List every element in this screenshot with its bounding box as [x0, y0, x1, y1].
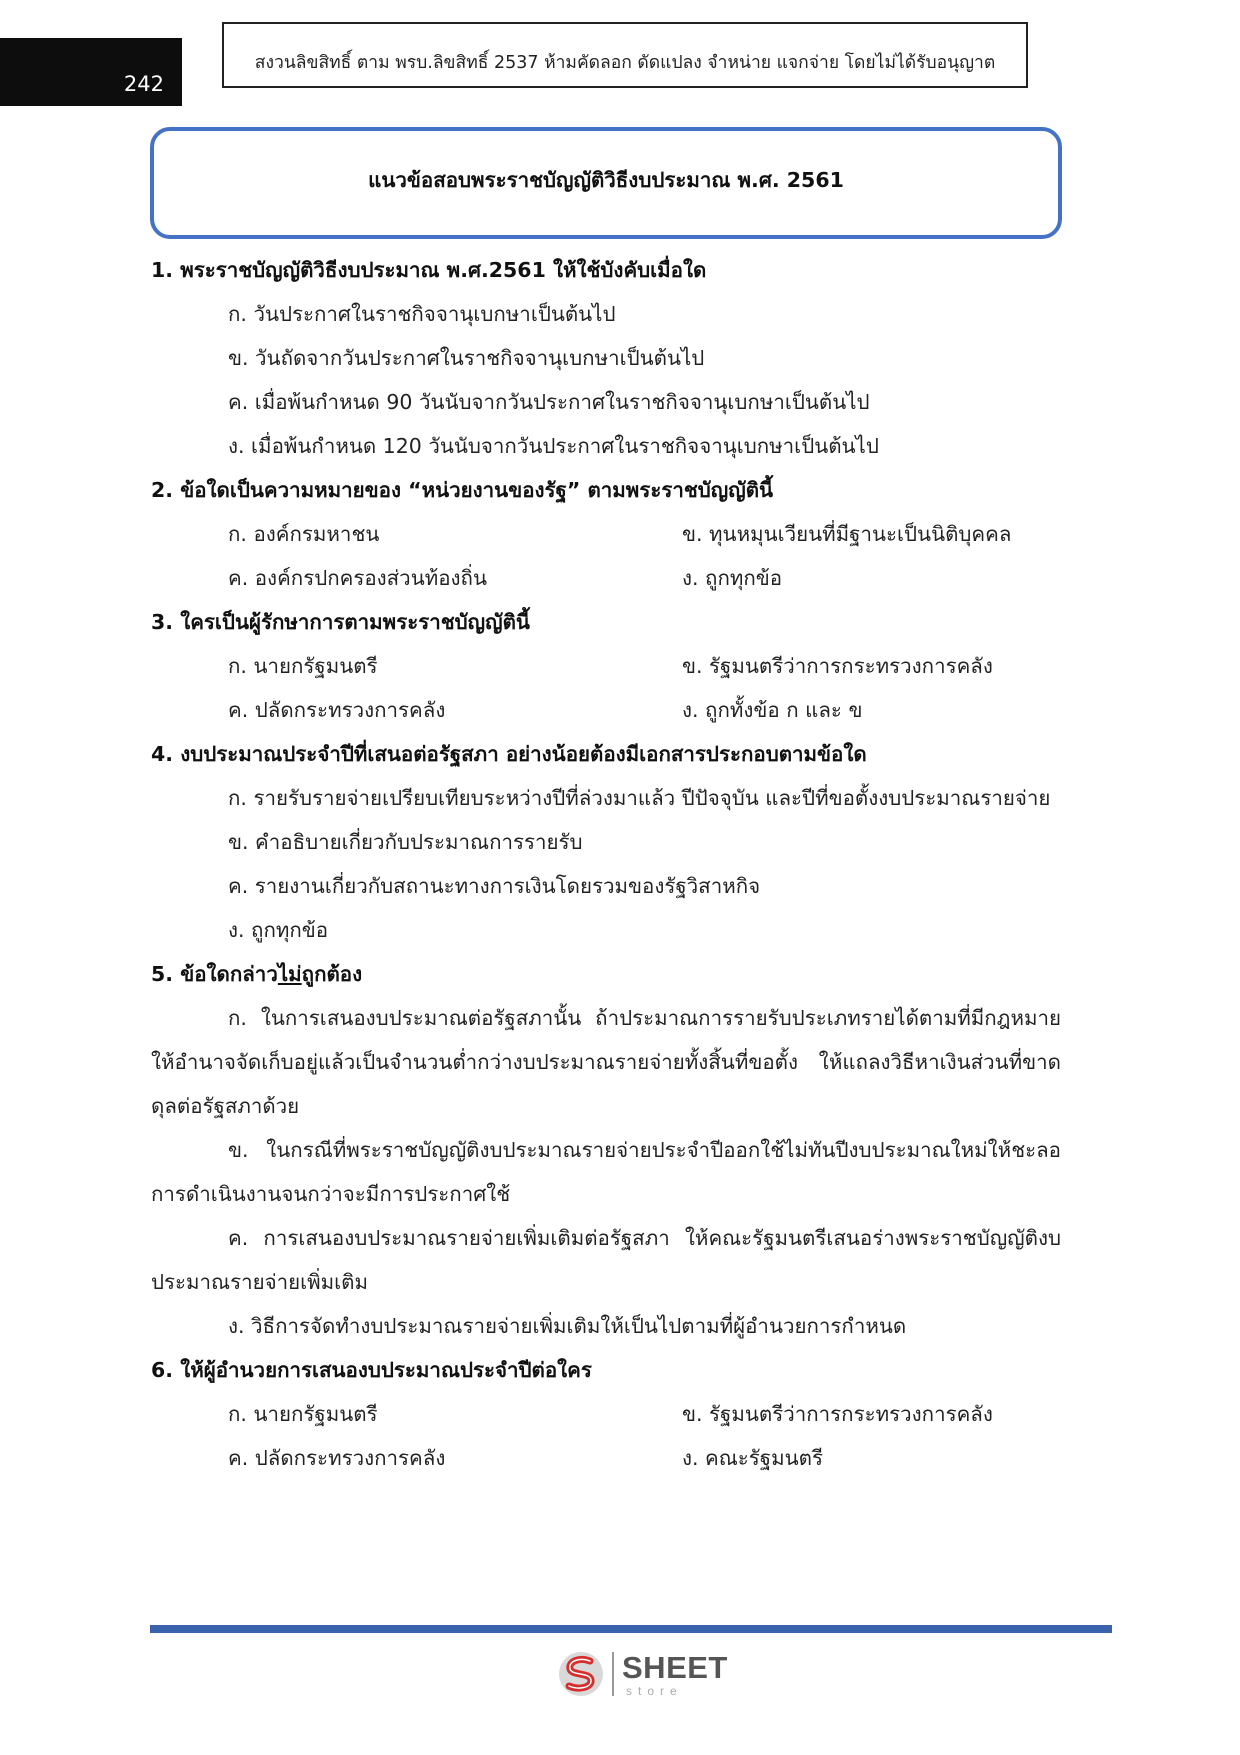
question-text: 2. ข้อใดเป็นความหมายของ “หน่วยงานของรัฐ” ตามพระราชบัญญัตินี้ — [151, 478, 774, 502]
logo-word: SHEET — [622, 1649, 728, 1685]
logo-s-icon — [556, 1649, 606, 1699]
copyright-text: สงวนลิขสิทธิ์ ตาม พรบ.ลิขสิทธิ์ 2537 ห้ามคัดลอก ดัดแปลง จำหน่าย แจกจ่าย โดยไม่ได้รับอนุญาต — [254, 53, 996, 73]
question-3 — [151, 600, 1061, 732]
option-d: ง. ถูกทุกข้อ — [682, 566, 783, 590]
question-text: 1. พระราชบัญญัติวิธีงบประมาณ พ.ศ.2561 ให้ใช้บังคับเมื่อใด — [151, 258, 707, 282]
logo-sub: store — [626, 1683, 683, 1698]
option-d: ง. คณะรัฐมนตรี — [682, 1446, 823, 1470]
option-c: ค. เมื่อพ้นกำหนด 90 วันนับจากวันประกาศในราชกิจจานุเบกษาเป็นต้นไป — [228, 390, 870, 414]
question-prefix: 5. ข้อใดกล่าว — [151, 962, 278, 986]
question-1 — [151, 248, 1061, 468]
logo-separator — [612, 1652, 614, 1696]
question-emphasis: ไม่ — [277, 962, 302, 986]
page-number-box — [0, 38, 182, 106]
option-c: ค. ปลัดกระทรวงการคลัง — [228, 1446, 446, 1470]
title-box — [150, 127, 1062, 239]
option-a: ก. วันประกาศในราชกิจจานุเบกษาเป็นต้นไป — [228, 302, 616, 326]
option-b: ข. ทุนหมุนเวียนที่มีฐานะเป็นนิติบุคคล — [682, 522, 1012, 546]
option-d: ง. ถูกทุกข้อ — [228, 918, 329, 942]
question-6 — [151, 1348, 1061, 1480]
sheet-store-logo — [556, 1648, 728, 1700]
option-a: ก. องค์กรมหาชน — [228, 522, 380, 546]
option-b: ข. คำอธิบายเกี่ยวกับประมาณการรายรับ — [228, 830, 583, 854]
question-2 — [151, 468, 1061, 600]
option-a: ก. รายรับรายจ่ายเปรียบเทียบระหว่างปีที่ล่วงมาแล้ว ปีปัจจุบัน และปีที่ขอตั้งงบประมาณรายจ่าย — [228, 786, 1051, 810]
option-a: ก. ในการเสนองบประมาณต่อรัฐสภานั้น ถ้าประมาณการรายรับประเภทรายได้ตามที่มีกฎหมายให้อำนาจจัดเก็บอยู่แล้วเป็นจำนวนต่ำกว่างบประมาณรายจ่ายทั้งสิ้นที่ขอตั้ง ให้แถลงวิธีหาเงินส่วนที่ขาดดุลต่อรัฐสภาด้วย — [151, 1006, 1061, 1118]
question-text — [151, 952, 1061, 996]
exam-content — [151, 248, 1061, 1480]
copyright-notice — [222, 22, 1028, 88]
option-d: ง. เมื่อพ้นกำหนด 120 วันนับจากวันประกาศในราชกิจจานุเบกษาเป็นต้นไป — [228, 434, 879, 458]
footer-divider — [150, 1625, 1112, 1633]
question-text: 4. งบประมาณประจำปีที่เสนอต่อรัฐสภา อย่างน้อยต้องมีเอกสารประกอบตามข้อใด — [151, 742, 867, 766]
question-suffix: ถูกต้อง — [301, 962, 363, 986]
option-a: ก. นายกรัฐมนตรี — [228, 1402, 378, 1426]
page-number: 242 — [123, 72, 164, 96]
option-c: ค. การเสนองบประมาณรายจ่ายเพิ่มเติมต่อรัฐสภา ให้คณะรัฐมนตรีเสนอร่างพระราชบัญญัติงบประมาณรายจ่ายเพิ่มเติม — [151, 1226, 1061, 1294]
option-c: ค. รายงานเกี่ยวกับสถานะทางการเงินโดยรวมของรัฐวิสาหกิจ — [228, 874, 761, 898]
question-text: 6. ให้ผู้อำนวยการเสนองบประมาณประจำปีต่อใคร — [151, 1358, 592, 1382]
logo-text — [622, 1649, 728, 1698]
option-b: ข. วันถัดจากวันประกาศในราชกิจจานุเบกษาเป็นต้นไป — [228, 346, 705, 370]
option-d: ง. วิธีการจัดทำงบประมาณรายจ่ายเพิ่มเติมให้เป็นไปตามที่ผู้อำนวยการกำหนด — [228, 1314, 907, 1338]
question-4 — [151, 732, 1061, 952]
option-c: ค. องค์กรปกครองส่วนท้องถิ่น — [228, 566, 487, 590]
option-b: ข. ในกรณีที่พระราชบัญญัติงบประมาณรายจ่ายประจำปีออกใช้ไม่ทันปีงบประมาณใหม่ให้ชะลอการดำเนินงานจนกว่าจะมีการประกาศใช้ — [151, 1138, 1061, 1206]
option-d: ง. ถูกทั้งข้อ ก และ ข — [682, 698, 863, 722]
page-title: แนวข้อสอบพระราชบัญญัติวิธีงบประมาณ พ.ศ. 2561 — [368, 167, 844, 192]
question-5 — [151, 952, 1061, 1348]
option-a: ก. นายกรัฐมนตรี — [228, 654, 378, 678]
question-text: 3. ใครเป็นผู้รักษาการตามพระราชบัญญัตินี้ — [151, 610, 530, 634]
option-b: ข. รัฐมนตรีว่าการกระทรวงการคลัง — [682, 654, 993, 678]
option-c: ค. ปลัดกระทรวงการคลัง — [228, 698, 446, 722]
option-b: ข. รัฐมนตรีว่าการกระทรวงการคลัง — [682, 1402, 993, 1426]
